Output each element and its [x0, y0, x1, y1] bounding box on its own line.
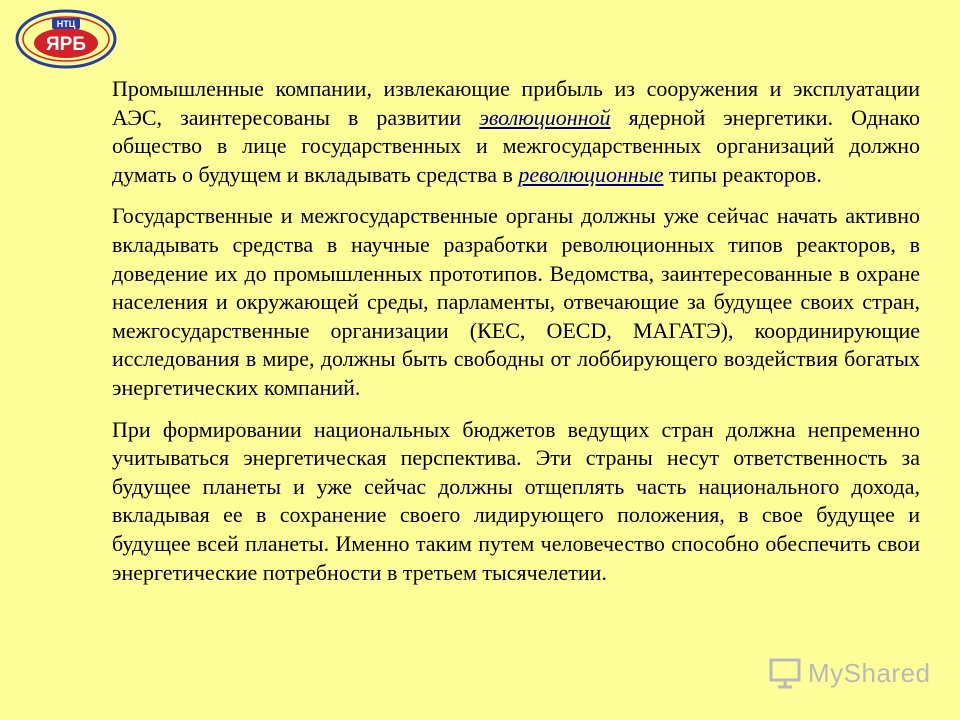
yarb-logo — [14, 8, 118, 70]
logo-text: ЯРБ — [46, 34, 86, 55]
paragraph-3: При формировании национальных бюджетов ведущих стран должна непременно учитываться энергетическая перспектива. Эти страны несут ответственность за будущее планеты и уже сейчас должны отщеплять часть национального дохода, вкладывая ее в сохранение своего лидирующего положения, в свое будущее и будущее всей планеты. Именно таким путем человечество способно обеспечить свои энергетические потребности в третьем тысячелетии. — [112, 416, 920, 585]
evolutionary-underlined-word: эволюционной — [479, 104, 611, 130]
presentation-icon — [768, 656, 802, 690]
myshared-watermark — [768, 653, 931, 693]
paragraph-1-text-a: Промышленные компании, извлекающие прибыль из сооружения и эксплуатации АЭС, заинтересованы в развитии — [112, 76, 920, 130]
revolutionary-underlined-word: революционные — [518, 161, 664, 187]
paragraph-2: Государственные и межгосударственные органы должны уже сейчас начать активно вкладывать средства в научные разработки революционных типов реакторов, в доведение их до промышленных прототипов. Ведомства, заинтересованные в охране населения и окружающей среды, парламенты, отвечающие за будущее своих стран, межгосударственные организации (КЕС, OECD, МАГАТЭ), координирующие исследования в мире, должны быть свободны от лоббирующего воздействия богатых энергетических компаний. — [112, 203, 920, 400]
paragraph-1 — [112, 75, 920, 189]
slide-body — [112, 75, 920, 600]
logo-small-text: НТЦ — [56, 19, 76, 29]
paragraph-1-text-c: типы реакторов. — [663, 161, 822, 187]
paragraph-1-text-b: ядерной энергетики. Однако общество в лице государственных и межгосударственных организаций должно думать о будущем и вкладывать средства в — [112, 104, 921, 187]
watermark-text: MyShared — [808, 657, 931, 688]
